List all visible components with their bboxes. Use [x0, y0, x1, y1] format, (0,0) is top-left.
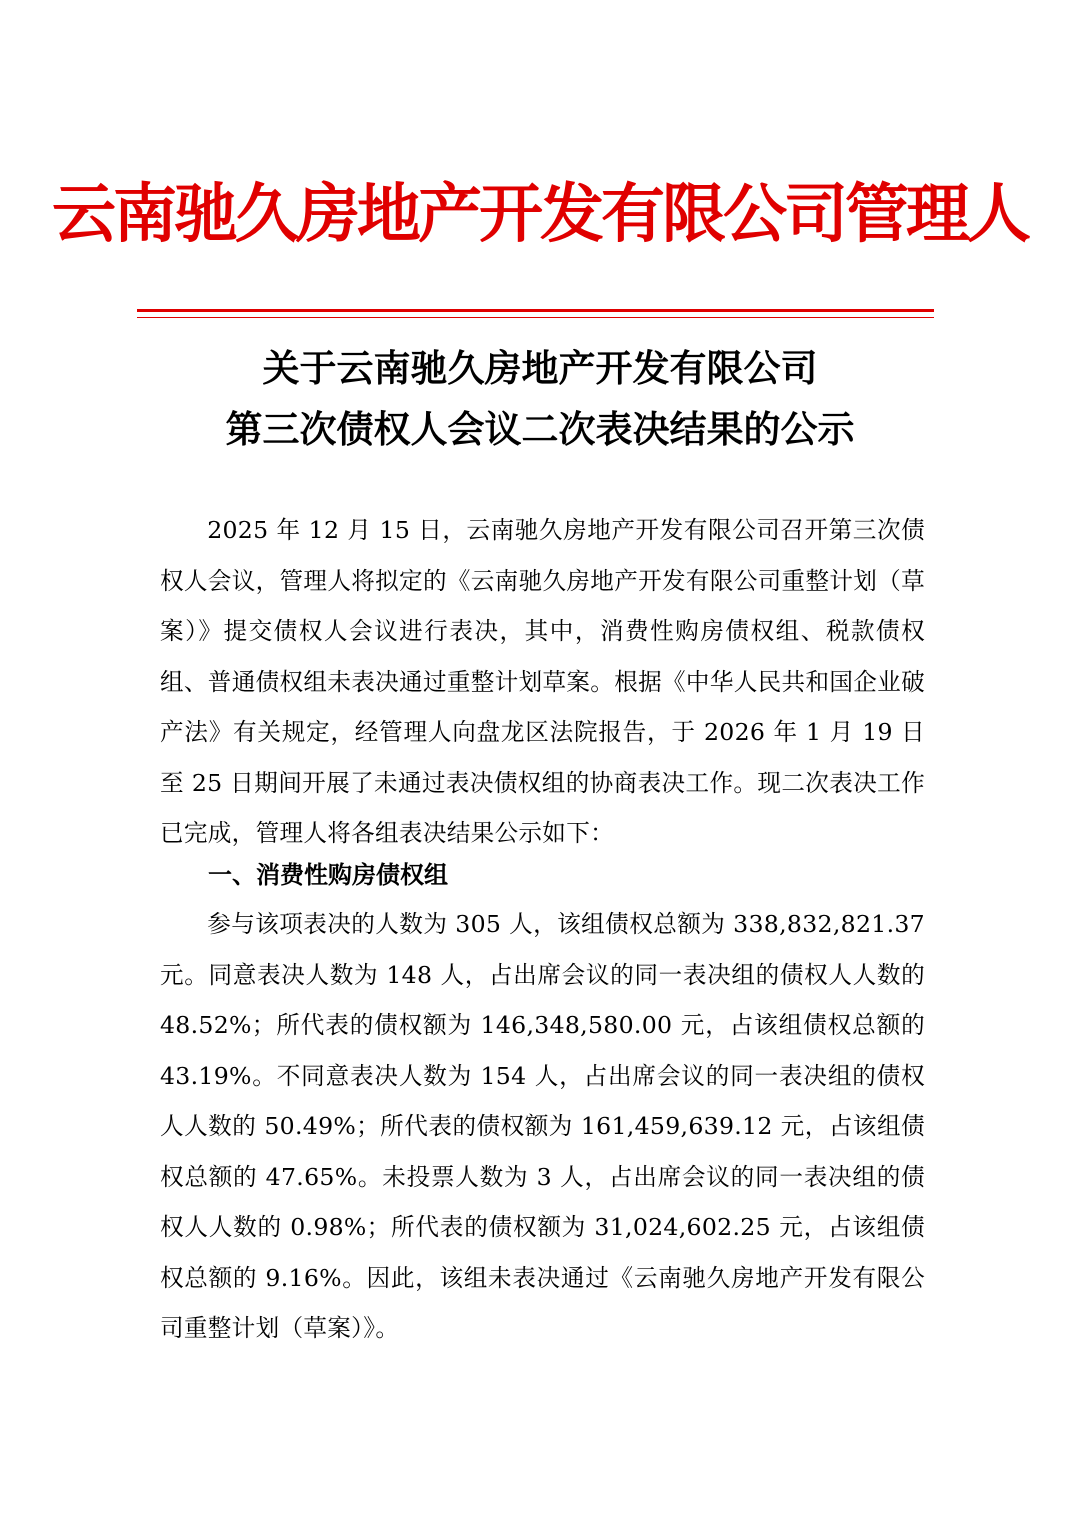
section-heading-consumer-homebuyer-claims: 一、消费性购房债权组 — [208, 861, 448, 889]
letterhead-org-name: 云南驰久房地产开发有限公司管理人 — [52, 178, 1028, 252]
intro-paragraph: 2025 年 12 月 15 日，云南驰久房地产开发有限公司召开第三次债权人会议，管理人将拟定的《云南驰久房地产开发有限公司重整计划（草案）》提交债权人会议进行表决，其中，消费性购房债权组、税款债权组、普通债权组未表决通过重整计划草案。根据《中华人民共和国企业破产法》有关规定，经管理人向盘龙区法院报告，于 2026 年 1 月 19 日至 25 日期间开展了未通过表决债权组的协商表决工作。现二次表决工作已完成，管理人将各组表决结果公示如下： — [160, 516, 925, 847]
document-title-line-2: 第三次债权人会议二次表决结果的公示 — [225, 407, 855, 451]
letterhead-divider-thick — [137, 309, 934, 312]
letterhead-divider-thin — [137, 317, 934, 318]
document-title-line-1: 关于云南驰久房地产开发有限公司 — [262, 346, 818, 390]
section-paragraph-consumer-homebuyer-claims: 参与该项表决的人数为 305 人，该组债权总额为 338,832,821.37 元。同意表决人数为 148 人，占出席会议的同一表决组的债权人人数的 48.52%；所代表的债权额为 146,348,580.00 元，占该组债权总额的 43.19%。不同意表决人数为 154 人，占出席会议的同一表决组的债权人人数的 50.49%；所代表的债权额为 161,459,639.12 元，占该组债权总额的 47.65%。未投票人数为 3 人，占出席会议的同一表决组的债权人人数的 0.98%；所代表的债权额为 31,024,602.25 元，占该组债权总额的 9.16%。因此，该组未表决通过《云南驰久房地产开发有限公司重整计划（草案）》。 — [160, 910, 925, 1342]
